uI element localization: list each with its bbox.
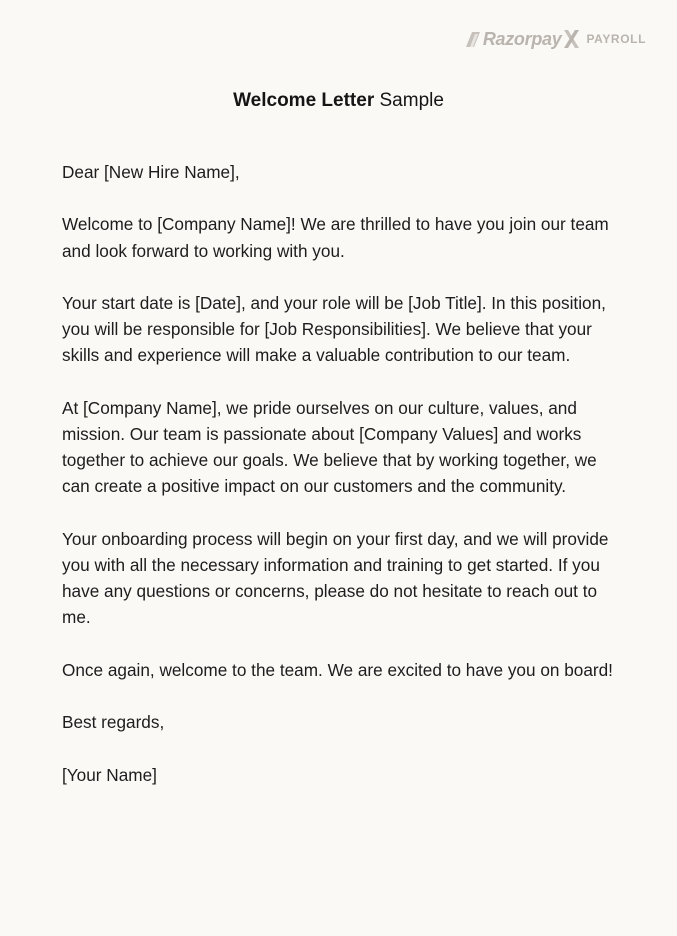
paragraph-start-date: Your start date is [Date], and your role will be [Job Title]. In this position, you will be responsible for [Job Responsibilities]. We believe that your skills and experience will make a valuable contribution to our team.: [62, 292, 606, 366]
title-normal: Sample: [379, 90, 444, 111]
paragraph-welcome-again: Once again, welcome to the team. We are excited to have you on board!: [62, 659, 613, 680]
title-bold: Welcome Letter: [233, 90, 375, 111]
logo-brand-text: Razorpay: [482, 29, 562, 49]
paragraph-culture: At [Company Name], we pride ourselves on our culture, values, and mission. Our team is passionate about [Company Values] and works together to achieve our goals. We believe that by working together, we can create a positive impact on our customers and the community.: [62, 397, 597, 497]
signature: [Your Name]: [62, 764, 157, 785]
page-title: [0, 89, 677, 113]
closing: Best regards,: [62, 712, 165, 733]
razorpayx-payroll-logo: [466, 30, 646, 48]
logo-x-icon: [563, 30, 580, 48]
logo-payroll-text: PAYROLL: [586, 32, 646, 46]
letter-body: [62, 159, 622, 788]
salutation: Dear [New Hire Name],: [62, 162, 240, 182]
paragraph-onboarding: Your onboarding process will begin on your first day, and we will provide you with all the necessary information and training to get started. If you have any questions or concerns, please do not hesitate to reach out to me.: [62, 528, 609, 628]
razorpay-mark-icon: [466, 32, 480, 47]
paragraph-welcome: Welcome to [Company Name]! We are thrilled to have you join our team and look forward to working with you.: [62, 214, 609, 261]
